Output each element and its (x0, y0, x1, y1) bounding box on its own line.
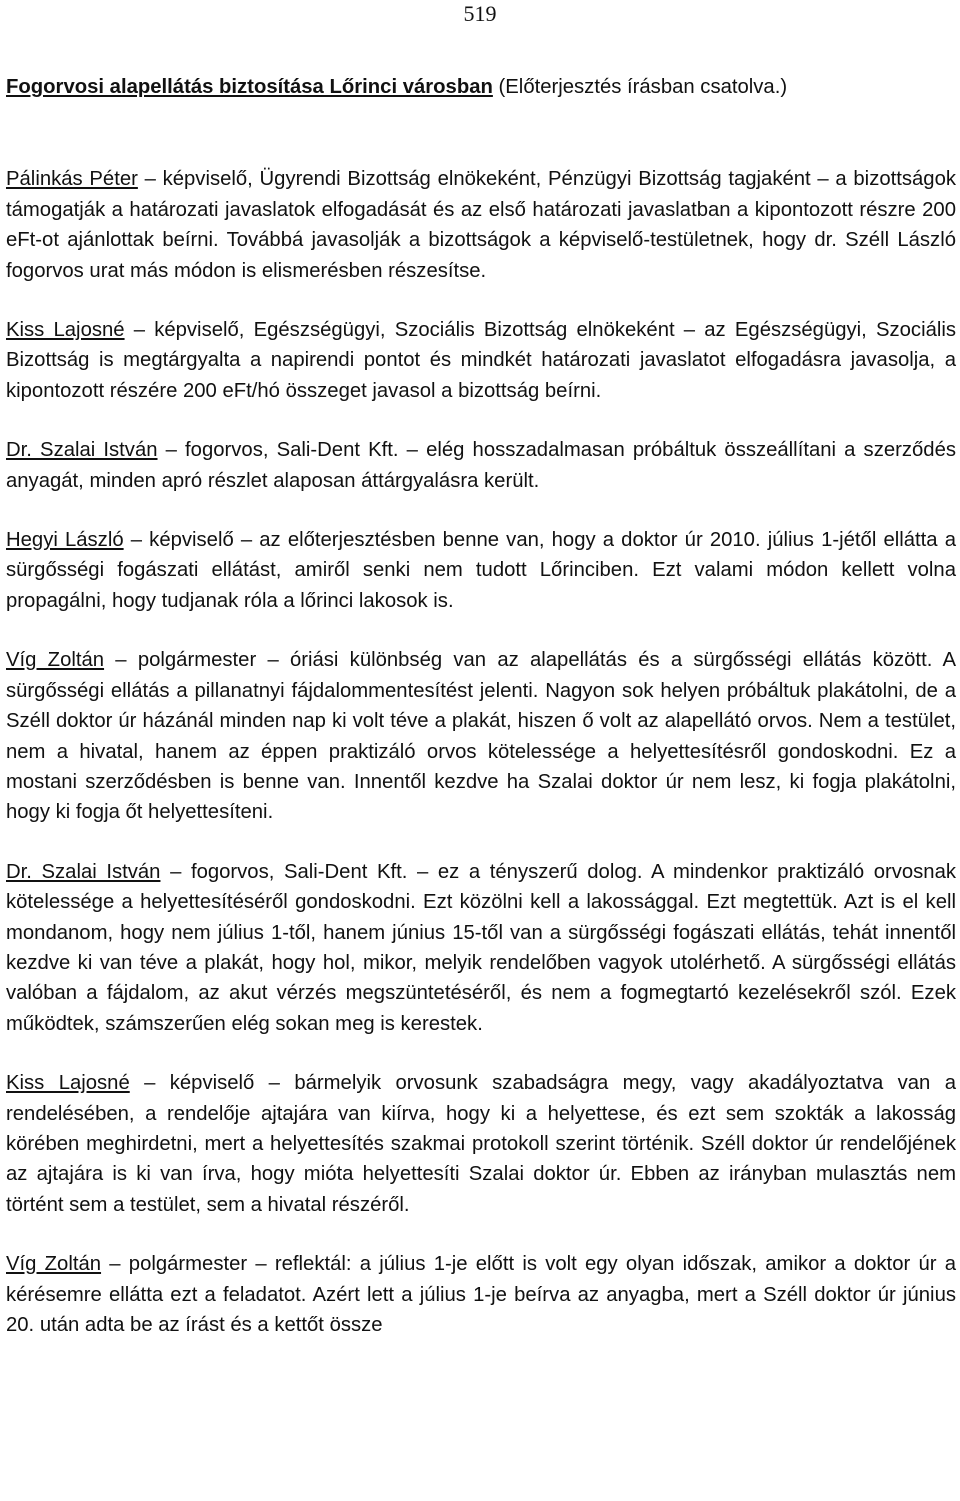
speech-paragraph (6, 1249, 956, 1340)
speech-text: – fogorvos, Sali-Dent Kft. – elég hosszadalmasan próbáltuk összeállítani a szerződés anyagát, minden apró részlet alaposan áttárgyalásra került. (6, 439, 956, 492)
page-number: 519 (463, 1, 497, 26)
speech-paragraph (6, 857, 956, 1039)
speech-paragraph (6, 315, 956, 406)
speaker-name: Kiss Lajosné (6, 1072, 130, 1095)
speech-text: – képviselő – az előterjesztésben benne van, hogy a doktor úr 2010. július 1-jétől ellátta a sürgősségi fogászati ellátást, amiről senki nem tudott Lőrinciben. Ezt valami módon kellett volna propagálni, hogy tudjanak róla a lőrinci lakosok is. (6, 529, 956, 612)
speaker-name: Dr. Szalai István (6, 860, 161, 883)
speech-text: – képviselő, Egészségügyi, Szociális Bizottság elnökeként – az Egészségügyi, Szociális Bizottság is megtárgyalta a napirendi pontot és mindkét határozati javaslatot elfogadásra javasolja, a kipontozott részére 200 eFt/hó összeget javasol a bizottság beírni. (6, 319, 957, 402)
speech-text: – képviselő – bármelyik orvosunk szabadságra megy, vagy akadályoztatva van a rendelésében, a rendelője ajtajára van kiírva, hogy ki a helyettese, és ezt sem szokták a lakosság körében meghirdetni, mert a helyettesítés szakmai protokoll szerint történik. Széll doktor úr rendelőjének az ajtajára is ki van írva, hogy mióta helyettesíti Szalai doktor úr. Ebben az irányban mulasztás nem történt sem a testület, sem a hivatal részéről. (6, 1072, 956, 1216)
speech-text: – polgármester – óriási különbség van az alapellátás és a sürgősségi ellátás között. A sürgősségi ellátás a pillanatnyi fájdalommentesítést jelenti. Nagyon sok helyen próbáltuk plakátolni, de a Széll doktor úr házánál minden nap ki volt téve a plakát, hiszen ő volt az alapellátó orvos. Nem a testület, nem a hivatal, hanem az éppen praktizáló orvos kötelessége a helyettesítésről gondoskodni. Ez a mostani szerződésben is benne van. Innentől kezdve ha Szalai doktor úr nem lesz, ki fogja plakátolni, hogy ki fogja őt helyettesíteni. (6, 649, 956, 824)
speech-text: – polgármester – reflektál: a július 1-je előtt is volt egy olyan időszak, amikor a doktor úr a kérésemre ellátta ezt a feladatot. Azért lett a július 1-je beírva az anyagba, mert a Széll doktor úr június 20. után adta be az írást és a kettőt össze (6, 1253, 956, 1336)
speaker-name: Víg Zoltán (6, 1253, 102, 1276)
agenda-note: (Előterjesztés írásban csatolva.) (492, 76, 788, 98)
speech-paragraph (6, 1068, 956, 1220)
speaker-name: Hegyi László (6, 529, 124, 552)
speech-paragraph (6, 164, 956, 286)
speech-paragraph (6, 435, 956, 496)
speaker-name: Pálinkás Péter (6, 168, 138, 191)
speech-text: – képviselő, Ügyrendi Bizottság elnökeként, Pénzügyi Bizottság tagjaként – a bizottságok támogatják a határozati javaslatok elfogadását és az első határozati javaslatban a kipontozott részre 200 eFt-ot ajánlottak beírni. Továbbá javasolják a bizottságok a képviselő-testületnek, hogy dr. Széll László fogorvos urat más módon is elismerésben részesítse. (6, 168, 956, 282)
speech-paragraph (6, 525, 956, 616)
agenda-title: Fogorvosi alapellátás biztosítása Lőrinci városban (6, 76, 493, 98)
speaker-name: Kiss Lajosné (6, 319, 125, 342)
speech-text: – fogorvos, Sali-Dent Kft. – ez a tényszerű dolog. A mindenkor praktizáló orvosnak kötelessége a helyettesítéséről gondoskodni. Ezt közölni kell a lakossággal. Ezt megtettük. Azt is el kell mondanom, hogy nem július 1-től, hanem június 15-től van a sürgősségi fogászati ellátás, tehát innentől kezdve ki van téve a plakát, hogy hol, mikor, melyik rendelőben vagyok utolérhető. A sürgősségi ellátás valóban a fájdalom, az akut vérzés megszüntetéséről, és nem a fogmegtartó kezelésekről szól. Ezek működtek, számszerűen elég sokan meg is kerestek. (6, 860, 956, 1035)
document-body (6, 72, 956, 1369)
speech-paragraph (6, 645, 956, 827)
agenda-heading (6, 72, 956, 102)
speaker-name: Víg Zoltán (6, 649, 105, 672)
speaker-name: Dr. Szalai István (6, 439, 158, 462)
